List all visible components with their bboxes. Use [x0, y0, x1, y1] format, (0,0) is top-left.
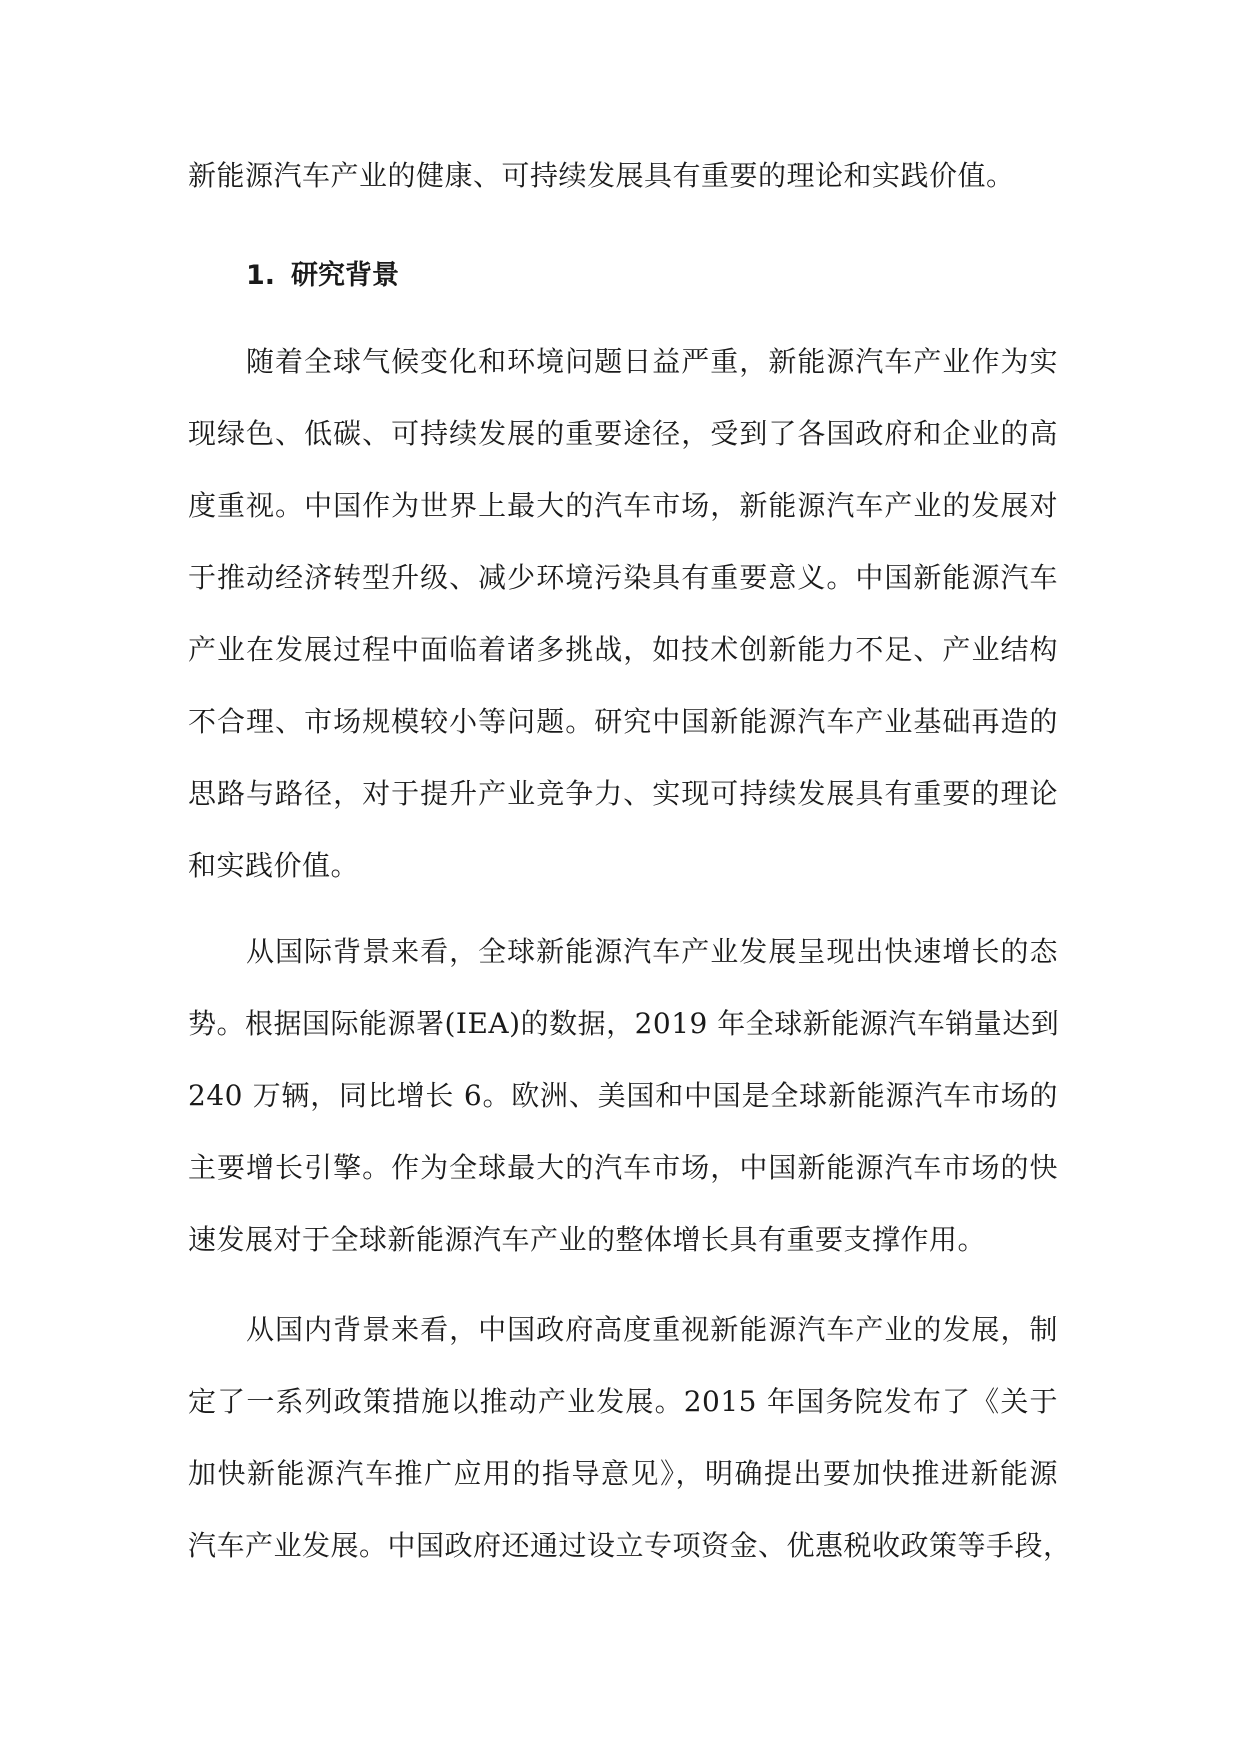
- paragraph-line: 于推动经济转型升级、减少环境污染具有重要意义。中国新能源汽车: [188, 561, 1058, 594]
- paragraph-line: 速发展对于全球新能源汽车产业的整体增长具有重要支撑作用。: [188, 1223, 987, 1256]
- paragraph-line: 从国际背景来看，全球新能源汽车产业发展呈现出快速增长的态: [246, 935, 1058, 968]
- paragraph-line: 240 万辆，同比增长 6。欧洲、美国和中国是全球新能源汽车市场的: [188, 1079, 1058, 1112]
- paragraph-line: 和实践价值。: [188, 849, 360, 882]
- paragraph-line: 汽车产业发展。中国政府还通过设立专项资金、优惠税收政策等手段，: [188, 1529, 1072, 1562]
- paragraph-line: 势。根据国际能源署(IEA)的数据，2019 年全球新能源汽车销量达到: [188, 1007, 1060, 1040]
- page-body: [188, 140, 1072, 1582]
- paragraph-line: 从国内背景来看，中国政府高度重视新能源汽车产业的发展，制: [246, 1313, 1058, 1346]
- paragraph-research-background: [188, 326, 1058, 902]
- paragraph-line: 定了一系列政策措施以推动产业发展。2015 年国务院发布了《关于: [188, 1385, 1058, 1418]
- section-heading: [188, 240, 1058, 312]
- paragraph-international-background: [188, 916, 1058, 1276]
- paragraph-domestic-background: [188, 1294, 1072, 1582]
- section-number: 1.: [246, 260, 276, 291]
- section-title: 研究背景: [291, 260, 400, 291]
- intro-line: 新能源汽车产业的健康、可持续发展具有重要的理论和实践价值。: [188, 159, 1015, 192]
- paragraph-line: 度重视。中国作为世界上最大的汽车市场，新能源汽车产业的发展对: [188, 489, 1058, 522]
- paragraph-line: 加快新能源汽车推广应用的指导意见》，明确提出要加快推进新能源: [188, 1457, 1058, 1490]
- paragraph-line: 主要增长引擎。作为全球最大的汽车市场，中国新能源汽车市场的快: [188, 1151, 1058, 1184]
- paragraph-line: 现绿色、低碳、可持续发展的重要途径，受到了各国政府和企业的高: [188, 417, 1058, 450]
- paragraph-line: 思路与路径，对于提升产业竞争力、实现可持续发展具有重要的理论: [188, 777, 1058, 810]
- paragraph-line: 不合理、市场规模较小等问题。研究中国新能源汽车产业基础再造的: [188, 705, 1058, 738]
- paragraph-line: 随着全球气候变化和环境问题日益严重，新能源汽车产业作为实: [246, 345, 1058, 378]
- paragraph-line: 产业在发展过程中面临着诸多挑战，如技术创新能力不足、产业结构: [188, 633, 1058, 666]
